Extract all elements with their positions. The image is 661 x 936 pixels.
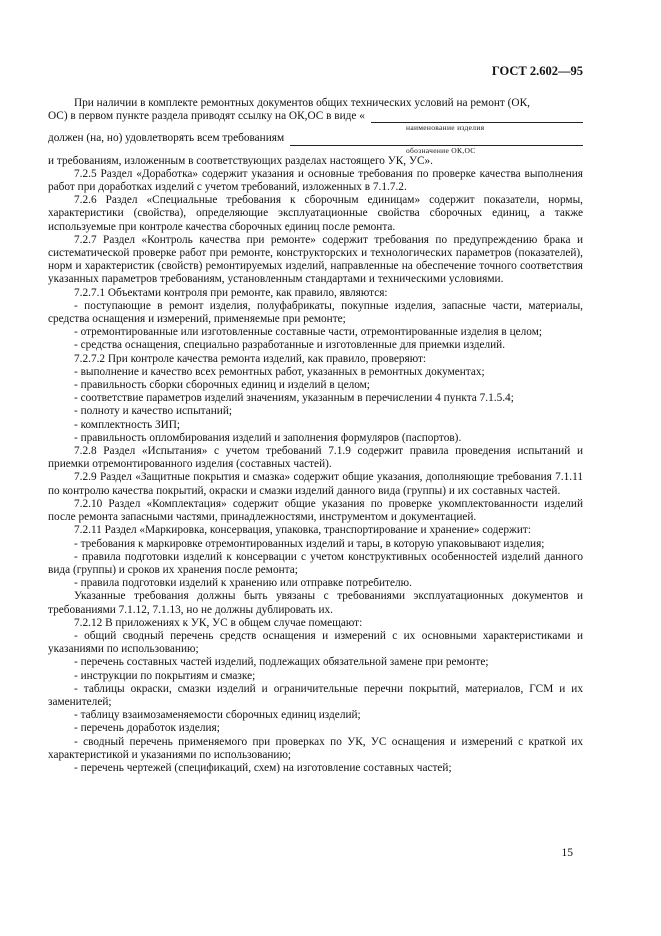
list-item: - отремонтированные или изготовленные составные части, отремонтированные изделия в целом; <box>74 326 542 339</box>
list-item: - соответствие параметров изделий значениям, указанным в перечислении 4 пункта 7.1.5.4; <box>74 392 514 405</box>
paragraph: 7.2.12 В приложениях к УК, УС в общем случае помещают: <box>74 616 363 629</box>
intro-line-2 <box>48 110 583 123</box>
list-item: - средства оснащения, специально разработанные и изготовленные для приемки изделий. <box>74 339 506 352</box>
list-item: - правильность опломбирования изделий и заполнения формуляров (паспортов). <box>74 431 462 444</box>
paragraph: 7.2.7 Раздел «Контроль качества при ремонте» содержит требования по предупреждению брака и систематической проверке работ при ремонте, конструкторских и технологических параметров (показателей), норм и характеристик (свойств) ремонтируемых изделий, направленные на обеспечение точного соответствия указанных параметров требованиям, установленным стандартами и техническими условиями. <box>48 233 583 286</box>
list-item: - правильность сборки сборочных единиц и изделий в целом; <box>74 379 370 392</box>
paragraph: 7.2.7.1 Объектами контроля при ремонте, как правило, являются: <box>74 286 388 299</box>
list-item: - полноту и качество испытаний; <box>74 405 233 418</box>
document-body <box>48 97 583 775</box>
list-item: - правила подготовки изделий к консервации с учетом конструктивных особенностей изделий данного вида (группы) и сроков их хранения после ремонта; <box>48 550 583 576</box>
paragraph: 7.2.10 Раздел «Комплектация» содержит общие указания по проверке укомплектованности изделий после ремонта запасными частями, принадлежностями, инструментом и документацией. <box>48 497 583 524</box>
page-number: 15 <box>561 847 573 859</box>
list-item: - перечень чертежей (спецификаций, схем) на изготовление составных частей; <box>74 761 452 774</box>
list-item: - таблицы окраски, смазки изделий и ограничительные перечни покрытий, материалов, ГСМ и их заменителей; <box>48 682 583 708</box>
paragraph: 7.2.6 Раздел «Специальные требования к сборочным единицам» содержит показатели, нормы, характеристики (свойства), определяющие эксплуатационные свойства сборочных единиц, а также используемые при контроле качества сборочных единиц после ремонта. <box>48 194 583 233</box>
list-item: - сводный перечень применяемого при проверках по УК, УС оснащения и измерений с краткой их характеристикой и указаниями по использованию; <box>48 735 583 761</box>
intro-line-4: и требованиям, изложенным в соответствующих разделах настоящего УК, УС». <box>48 154 433 167</box>
paragraph: 7.2.9 Раздел «Защитные покрытия и смазка» содержит общие указания, дополняющие требования 7.1.11 по контролю качества покрытий, окраски и смазки изделий данного вида (группы) и их составных частей. <box>48 471 583 497</box>
list-item: - общий сводный перечень средств оснащения и измерений с их основными характеристиками и указаниями по использованию; <box>48 629 583 656</box>
paragraph: Указанные требования должны быть увязаны с требованиями эксплуатационных документов и требованиями 7.1.12, 7.1.13, но не должны дублировать их. <box>48 590 583 616</box>
list-item: - выполнение и качество всех ремонтных работ, указанных в ремонтных документах; <box>74 365 485 378</box>
paragraph: 7.2.11 Раздел «Маркировка, консервация, упаковка, транспортирование и хранение» содержит: <box>74 524 531 537</box>
intro-line-2-text: ОС) в первом пункте раздела приводят ссылку на ОК,ОС в виде « <box>48 110 365 123</box>
paragraph: 7.2.8 Раздел «Испытания» с учетом требований 7.1.9 содержит правила проведения испытаний и приемки отремонтированного изделия (составных частей). <box>48 445 583 471</box>
paragraph-list <box>48 168 583 775</box>
paragraph: 7.2.5 Раздел «Доработка» содержит указания и основные требования по проверке качества выполнения работ при доработках изделий с учетом требований, изложенных в 7.1.7.2. <box>48 167 583 194</box>
paragraph: 7.2.7.2 При контроле качества ремонта изделий, как правило, проверяют: <box>74 352 427 365</box>
intro-line-3-text: должен (на, но) удовлетворять всем требованиям <box>48 132 285 145</box>
list-item: - правила подготовки изделий к хранению или отправке потребителю. <box>74 577 412 590</box>
list-item: - перечень составных частей изделий, подлежащих обязательной замене при ремонте; <box>74 656 489 669</box>
intro-line-3 <box>48 132 583 145</box>
caption-ok-os: обозначение ОК,ОС <box>406 145 476 155</box>
fill-line-ok-os <box>290 135 583 146</box>
document-code: ГОСТ 2.602—95 <box>491 64 583 78</box>
fill-line-item-name <box>371 112 583 123</box>
list-item: - инструкции по покрытиям и смазке; <box>74 669 256 682</box>
list-item: - поступающие в ремонт изделия, полуфабрикаты, покупные изделия, запасные части, материалы, средства оснащения и измерений, применяемые при ремонте; <box>48 299 583 326</box>
intro-line-1: При наличии в комплекте ремонтных документов общих технических условий на ремонт (ОК, <box>74 97 530 109</box>
list-item: - таблицу взаимозаменяемости сборочных единиц изделий; <box>74 709 361 722</box>
list-item: - требования к маркировке отремонтированных изделий и тары, в которую упаковывают изделия; <box>74 537 545 550</box>
list-item: - комплектность ЗИП; <box>74 418 181 431</box>
list-item: - перечень доработок изделия; <box>74 722 220 735</box>
caption-item-name: наименование изделия <box>406 123 485 133</box>
